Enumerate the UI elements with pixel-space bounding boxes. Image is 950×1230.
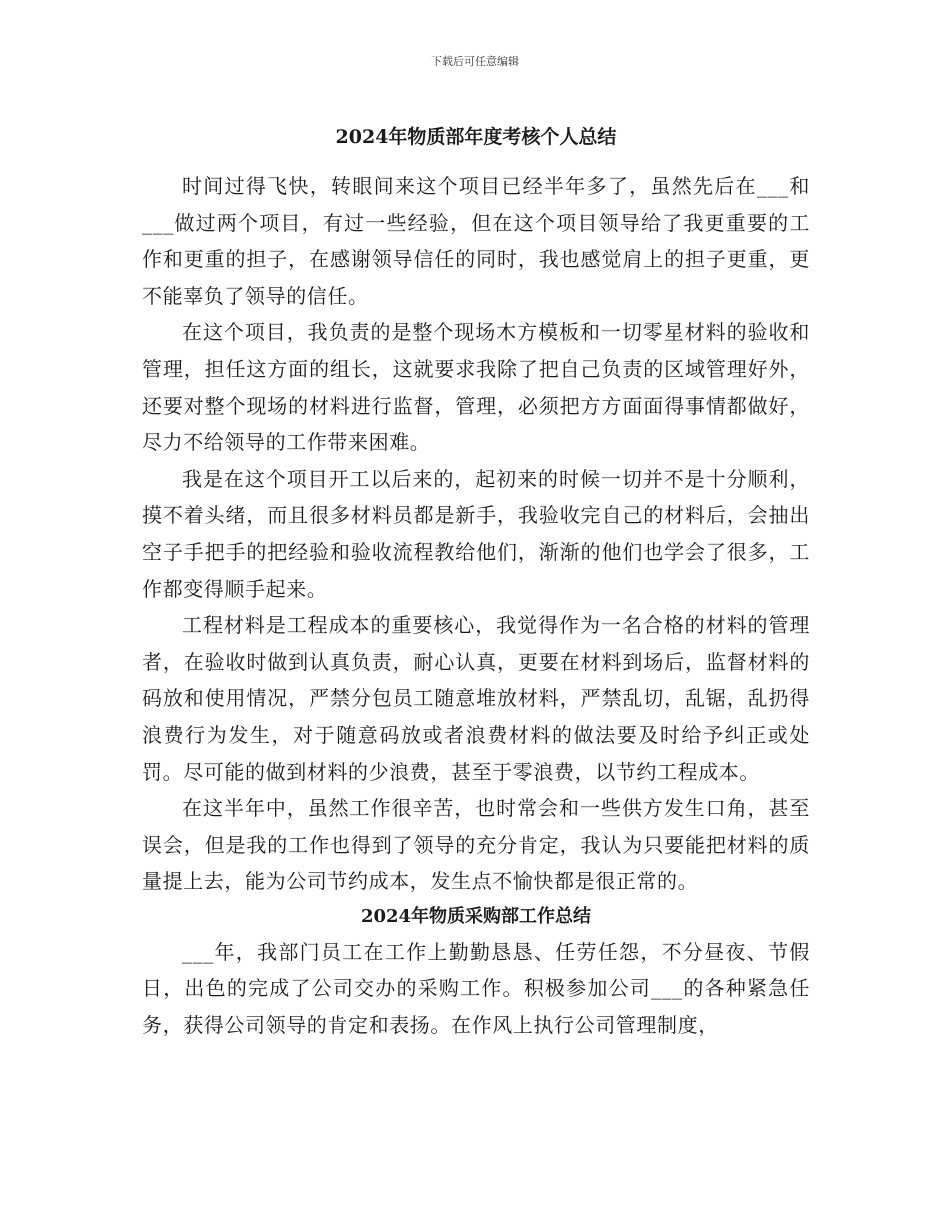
section2-title: 2024年物质采购部工作总结	[360, 905, 592, 927]
section1-paragraph-4: 工程材料是工程成本的重要核心，我觉得作为一名合格的材料的管理者，在验收时做到认真负责，耐心认真，更要在材料到场后，监督材料的码放和使用情况，严禁分包员工随意堆放材料，严禁乱切，乱锯，乱扔得浪费行为发生，对于随意码放或者浪费材料的做法要及时给予纠正或处罚。尽可能的做到材料的少浪费，甚至于零浪费，以节约工程成本。	[142, 613, 810, 784]
section2-paragraph-1: ___年，我部门员工在工作上勤勤恳恳、任劳任怨，不分昼夜、节假日，出色的完成了公司交办的采购工作。积极参加公司___的各种紧急任务，获得公司领导的肯定和表扬。在作风上执行公司管理制度，	[142, 939, 810, 1038]
section1-title: 2024年物质部年度考核个人总结	[335, 126, 617, 148]
document-body	[142, 118, 810, 1044]
section1-paragraph-5: 在这半年中，虽然工作很辛苦，也时常会和一些供方发生口角，甚至误会，但是我的工作也得到了领导的充分肯定，我认为只要能把材料的质量提上去，能为公司节约成本，发生点不愉快都是很正常的。	[142, 796, 810, 894]
header-note: 下载后可任意编辑	[431, 55, 519, 68]
section1-paragraph-3: 我是在这个项目开工以后来的，起初来的时候一切并不是十分顺利，摸不着头绪，而且很多材料员都是新手，我验收完自己的材料后，会抽出空子手把手的把经验和验收流程教给他们，渐渐的他们也学会了很多，工作都变得顺手起来。	[142, 466, 810, 601]
section1-paragraph-2: 在这个项目，我负责的是整个现场木方模板和一切零星材料的验收和管理，担任这方面的组长，这就要求我除了把自己负责的区域管理好外，还要对整个现场的材料进行监督，管理，必须把方方面面得事情都做好，尽力不给领导的工作带来困难。	[142, 320, 810, 455]
section1-paragraph-1: 时间过得飞快，转眼间来这个项目已经半年多了，虽然先后在___和___做过两个项目，有过一些经验，但在这个项目领导给了我更重要的工作和更重的担子，在感谢领导信任的同时，我也感觉肩上的担子更重，更不能辜负了领导的信任。	[142, 174, 810, 308]
